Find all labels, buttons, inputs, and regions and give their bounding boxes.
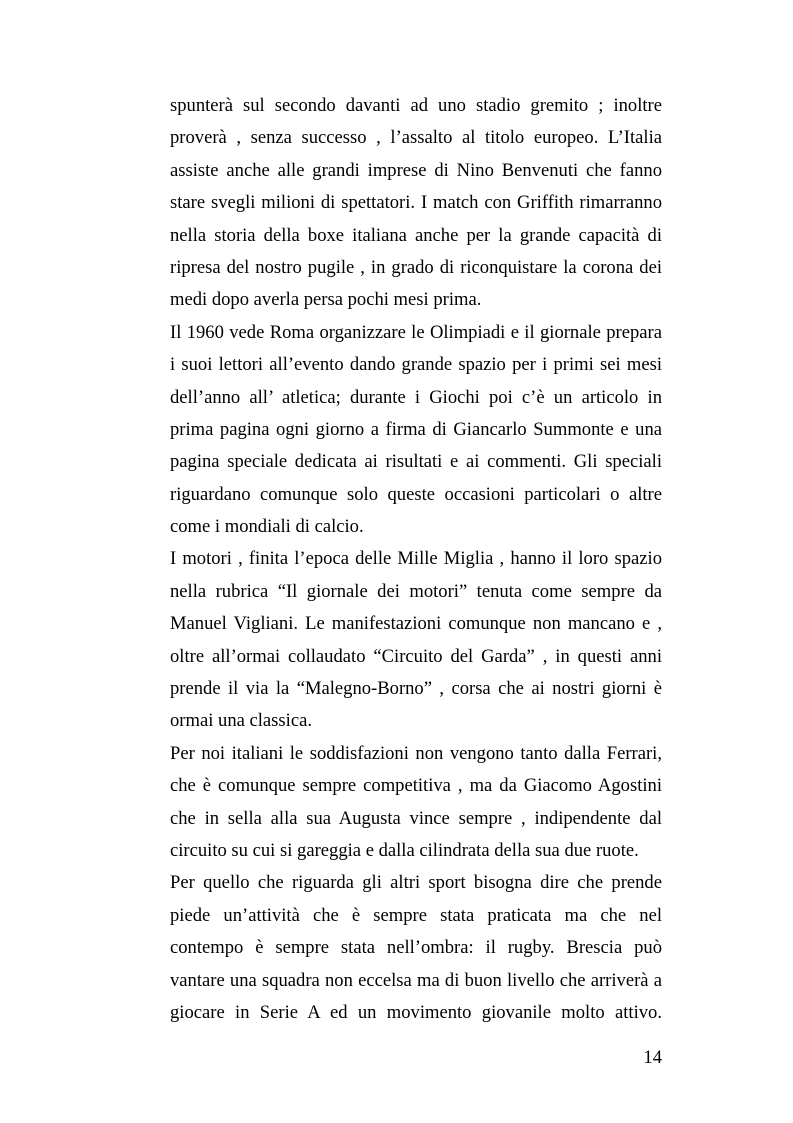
text-line: stare svegli milioni di spettatori. I match con Griffith rimarranno — [170, 192, 662, 214]
text-line: assiste anche alle grandi imprese di Nino Benvenuti che fanno — [170, 159, 662, 181]
text-line: pagina speciale dedicata ai risultati e ai commenti. Gli speciali — [170, 451, 662, 473]
text-line: Per quello che riguarda gli altri sport bisogna dire che prende — [170, 872, 662, 894]
text-line: giocare in Serie A ed un movimento giovanile molto attivo. — [170, 1001, 662, 1023]
text-line: come i mondiali di calcio. — [170, 516, 364, 538]
text-line: che in sella alla sua Augusta vince sempre , indipendente dal — [170, 807, 662, 829]
text-line: prende il via la “Malegno-Borno” , corsa che ai nostri giorni è — [170, 678, 662, 700]
text-line: vantare una squadra non eccelsa ma di buon livello che arriverà a — [170, 969, 662, 991]
text-line: spunterà sul secondo davanti ad uno stadio gremito ; inoltre — [170, 95, 662, 116]
text-line: Il 1960 vede Roma organizzare le Olimpiadi e il giornale prepara — [170, 321, 662, 343]
text-line: riguardano comunque solo queste occasioni particolari o altre — [170, 483, 662, 505]
text-line: Per noi italiani le soddisfazioni non vengono tanto dalla Ferrari, — [170, 742, 662, 764]
text-line: oltre all’ormai collaudato “Circuito del Garda” , in questi anni — [170, 645, 662, 667]
text-line: nella rubrica “Il giornale dei motori” tenuta come sempre da — [170, 580, 662, 602]
page-number: 14 — [643, 1047, 662, 1068]
text-line: che è comunque sempre competitiva , ma da Giacomo Agostini — [170, 775, 662, 797]
text-line: nella storia della boxe italiana anche per la grande capacità di — [170, 224, 662, 246]
text-line: medi dopo averla persa pochi mesi prima. — [170, 289, 482, 311]
text-line: I motori , finita l’epoca delle Mille Miglia , hanno il loro spazio — [170, 548, 662, 570]
text-line: i suoi lettori all’evento dando grande spazio per i primi sei mesi — [170, 354, 662, 376]
text-line: prima pagina ogni giorno a firma di Giancarlo Summonte e una — [170, 418, 662, 440]
text-line: proverà , senza successo , l’assalto al titolo europeo. L’Italia — [170, 127, 662, 149]
body-text — [170, 90, 662, 1029]
text-line: ormai una classica. — [170, 710, 312, 732]
text-line: contempo è sempre stata nell’ombra: il rugby. Brescia può — [170, 937, 662, 959]
text-line: Manuel Vigliani. Le manifestazioni comunque non mancano e , — [170, 613, 662, 635]
text-line: ripresa del nostro pugile , in grado di riconquistare la corona dei — [170, 256, 662, 278]
text-line: circuito su cui si gareggia e dalla cilindrata della sua due ruote. — [170, 839, 639, 861]
text-line: piede un’attività che è sempre stata praticata ma che nel — [170, 904, 662, 926]
text-line: dell’anno all’ atletica; durante i Giochi poi c’è un articolo in — [170, 386, 662, 408]
